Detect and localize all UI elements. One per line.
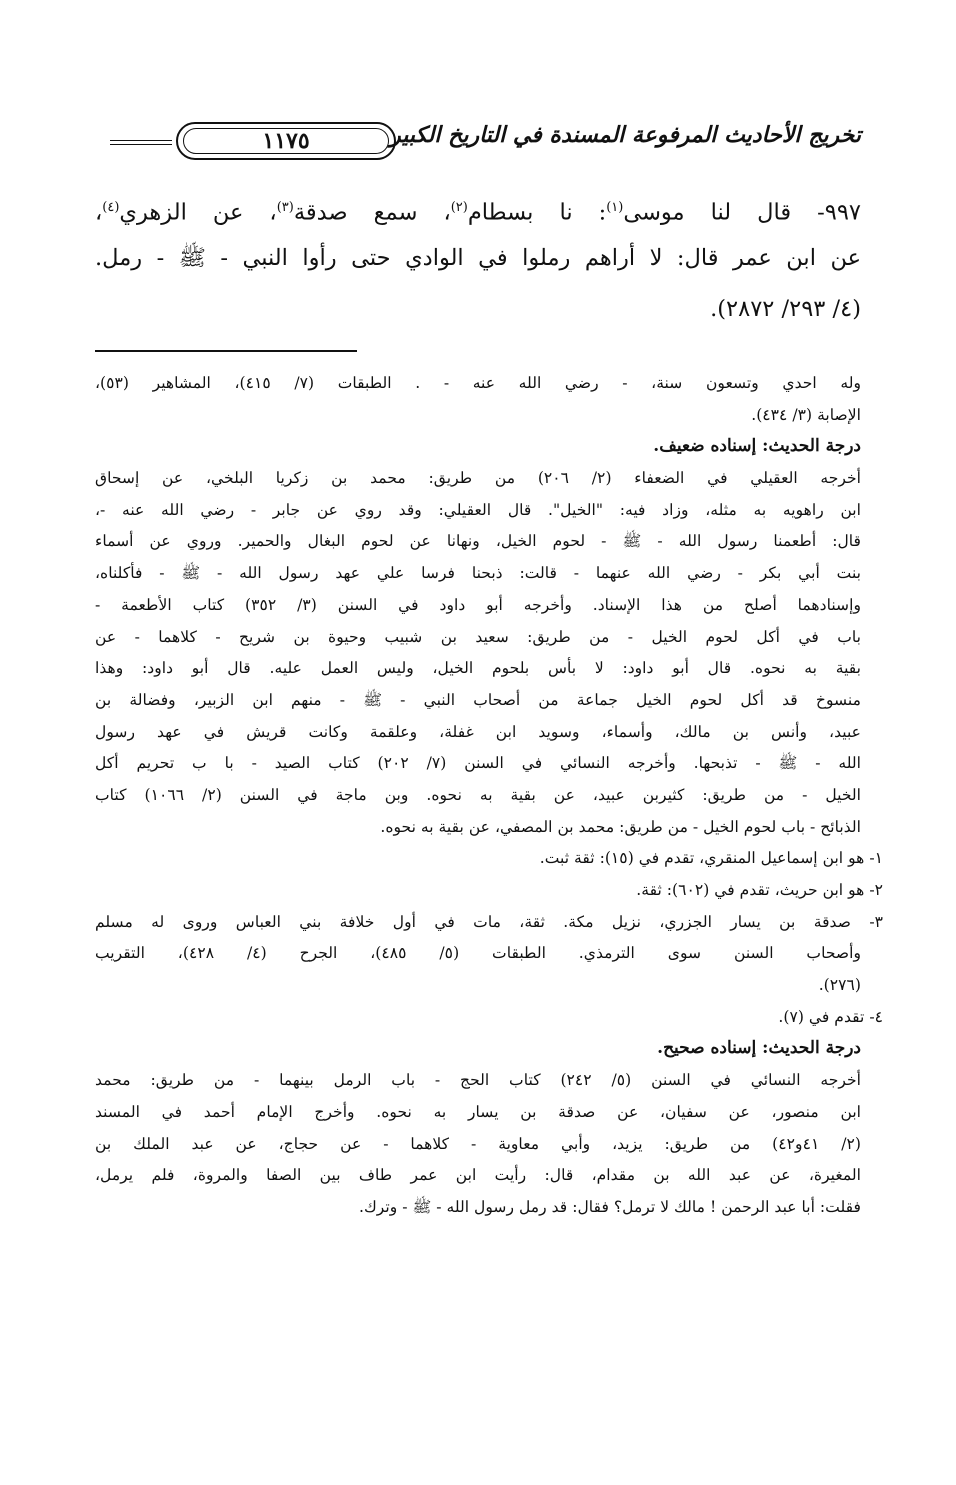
footnote-line: الله - ﷺ - تذبحها. وأخرجه النسائي في السنن (٧/ ٢٠٢) كتاب الصيد - با ب تحريم أكل <box>95 754 861 773</box>
hadith-text <box>95 182 861 335</box>
footnote-line: باب في أكل لحوم الخيل - من طريق: سعيد بن شبيب وحيوة بن شريح - كلاهما - عن <box>95 627 861 646</box>
footnote-line: أخرجه العقيلي في الضعفاء (٢/ ٢٠٦) من طريق: محمد بن زكريا البلخي، عن إسحاق <box>95 469 861 488</box>
footnote-marker: (١) <box>606 200 624 215</box>
hadith-grade-heading: درجة الحديث: إسناده ضعيف. <box>653 436 861 457</box>
book-title: تخريج الأحاديث المرفوعة المسندة في التاريخ الكبير <box>390 122 861 148</box>
footnote-line: المغيرة، عن عبد الله بن مقدام، قال: رأيت ابن عمر طاف بين الصفا والمروة، فلم يرمل، <box>95 1166 861 1185</box>
footnote-line: بنت أبي بكر - رضي الله عنهما - قالت: ذبحنا فرسا علي عهد رسول الله - ﷺ - فأكلناه، <box>95 564 861 583</box>
hadith-grade-heading: درجة الحديث: إسناده صحيح. <box>657 1038 861 1059</box>
footnotes <box>95 368 883 1224</box>
footnote-line: وإسنادهما أصلح من هذا الإسناد. وأخرجه أبو داود في السنن (٣/ ٣٥٢) كتاب الأطعمة - <box>95 595 861 614</box>
header-rule-left <box>110 140 172 145</box>
footnote-marker: (٣) <box>276 200 294 215</box>
page-number-badge <box>176 122 396 160</box>
footnote-line: قال: أطعمنا رسول الله - ﷺ - لحوم الخيل، ونهانا عن لحوم البغال والحمير. وروي عن أسماء <box>95 532 861 551</box>
footnote-line: وله احدي وتسعون سنة، - رضي الله عنه - . الطبقات (٧/ ٤١٥)، المشاهير (٥٣)، <box>95 374 861 392</box>
page-number: ١١٧٥ <box>262 128 310 154</box>
footnote-line: فقلت: أبا عبد الرحمن ! مالك لا ترمل؟ فقال: قد رمل رسول الله - ﷺ - وترك. <box>358 1197 861 1216</box>
footnote-line: منسوخ قد أكل لحوم الخيل جماعة من أصحاب النبي - ﷺ - منهم ابن الزبير، وفضالة بن <box>95 690 861 709</box>
hadith-line: عن ابن عمر قال: لا أراهم رملوا في الوادي حتى رأوا النبي - ﷺ - رمل. <box>95 245 861 271</box>
footnote-line: أخرجه النسائي في السنن (٥/ ٢٤٢) كتاب الحج - باب الرمل بينهما - من طريق: محمد <box>95 1071 861 1090</box>
footnote-line: ابن راهويه به مثله، وزاد فيه: "الخيل". قال العقيلي: وقد روي عن جابر - رضي الله عنه -، <box>95 500 861 519</box>
footnote-separator <box>95 350 357 352</box>
footnote-line: الذبائح - باب لحوم الخيل - من طريق: محمد بن المصفي، عن بقية به نحوه. <box>380 817 861 836</box>
hadith-line: ٩٩٧- قال لنا موسى$^{(١)}$: نا بسطام$^{(٢)}$، سمع صدقة$^{(٣)}$، عن الزهري$^{(٤)}$، <box>95 199 862 226</box>
hadith-reference: (٤/ ٢٩٣/ ٢٨٧٢). <box>710 296 861 322</box>
footnote-line: بقية به نحوه. قال أبو داود: لا بأس بلحوم الخيل، وليس العمل عليه. قال أبو داود: وهذا <box>95 659 861 678</box>
footnote-line: الخيل - من طريق: كثيربن عبيد، عن بقية به نحوه. وبن ماجة في السنن (٢/ ١٠٦٦) كتاب <box>95 785 861 804</box>
footnote-line: (٢٧٦). <box>818 976 861 995</box>
footnote-1: ١- هو ابن إسماعيل المنقري، تقدم في (١٥): ثقة ثبت. <box>539 849 883 868</box>
footnote-4: ٤- تقدم في (٧). <box>778 1007 883 1026</box>
footnote-line: الإصابة (٣/ ٤٣٤). <box>751 405 861 424</box>
footnote-marker: (٤) <box>102 200 120 215</box>
footnote-line: وأصحاب السنن سوى الترمذي. الطبقات (٥/ ٤٨٥)، الجرح (٤/ ٤٢٨)، التقريب <box>95 944 861 963</box>
footnote-line: ابن منصور، عن سفيان، عن صدقة بن يسار به نحوه. وأخرج الإمام أحمد في المسند <box>95 1102 861 1121</box>
page-header <box>110 118 861 168</box>
footnote-marker: (٢) <box>450 200 468 215</box>
footnote-2: ٢- هو ابن حريث، تقدم في (٦٠٢): ثقة. <box>636 881 883 899</box>
footnote-line: عبيد، وأنس بن مالك، وأسماء، وسويد ابن غفلة، وعلقمة وكانت قريش في عهد رسول <box>95 722 861 741</box>
footnote-line: (٢/ ٤١و٤٢) من طريق: يزيد، وأبي معاوية - كلاهما - عن حجاج، عن عبد الملك بن <box>95 1134 861 1153</box>
footnote-3: ٣- صدقة بن يسار الجزري، نزيل مكة. ثقة، مات في أول خلافة بني العباس وروى له مسلم <box>95 912 883 931</box>
